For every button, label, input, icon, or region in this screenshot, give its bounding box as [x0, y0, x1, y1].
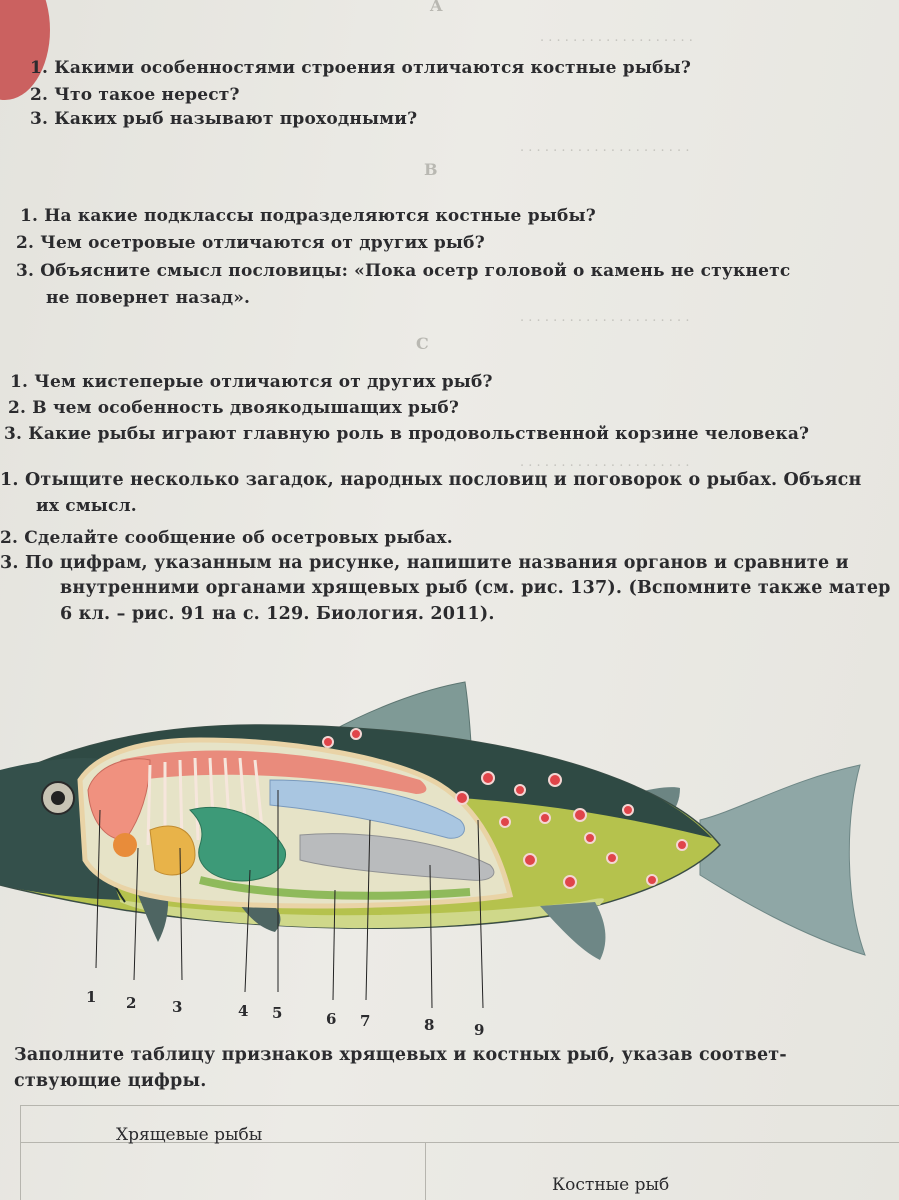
show-through-text: . . . . . . . . . . . . . . . . . . . [540, 30, 693, 45]
task-1-line1: 1. Отыщите несколько загадок, народных пословиц и поговорок о рыбах. Объясн [0, 470, 862, 490]
question-a2: 2. Что такое нерест? [30, 85, 240, 105]
question-b3-line2: не повернет назад». [46, 288, 251, 308]
question-c2: 2. В чем особенность двоякодышащих рыб? [8, 398, 460, 418]
task-2: 2. Сделайте сообщение об осетровых рыбах. [0, 528, 453, 548]
figure-label-8: 8 [424, 1016, 435, 1034]
table-header-cartilaginous: Хрящевые рыбы [116, 1125, 263, 1145]
pupil [51, 791, 65, 805]
question-b2: 2. Чем осетровые отличаются от других рыб? [16, 233, 485, 253]
section-letter-b: B [424, 160, 438, 179]
task-3-line2: внутренними органами хрящевых рыб (см. рис. 137). (Вспомните также матер [60, 578, 891, 598]
table-column-divider [425, 1142, 426, 1200]
figure-label-7: 7 [360, 1012, 371, 1030]
fish-anatomy-svg [0, 670, 899, 1030]
question-c3: 3. Какие рыбы играют главную роль в продовольственной корзине человека? [4, 424, 810, 444]
section-letter-c: C [416, 334, 429, 353]
task-3-line1: 3. По цифрам, указанным на рисунке, напишите названия органов и сравните и [0, 553, 849, 573]
table-task-line1: Заполните таблицу признаков хрящевых и костных рыб, указав соответ- [14, 1045, 787, 1065]
heart [113, 833, 137, 857]
question-c1: 1. Чем кистеперые отличаются от других рыб? [10, 372, 493, 392]
table-header-bony: Костные рыб [552, 1175, 670, 1195]
figure-label-4: 4 [238, 1002, 249, 1020]
show-through-text: . . . . . . . . . . . . . . . . . . . . . [520, 455, 690, 470]
tail-fin [700, 765, 865, 955]
anal-fin [540, 902, 605, 960]
figure-label-9: 9 [474, 1021, 485, 1039]
show-through-text: . . . . . . . . . . . . . . . . . . . . . [520, 310, 690, 325]
question-a3: 3. Каких рыб называют проходными? [30, 109, 418, 129]
question-b3-line1: 3. Объясните смысл пословицы: «Пока осетр головой о камень не стукнетс [16, 261, 791, 281]
figure-label-5: 5 [272, 1004, 283, 1022]
question-a1: 1. Какими особенностями строения отличаются костные рыбы? [30, 58, 692, 78]
fish-anatomy-figure [0, 670, 899, 1039]
comparison-table [20, 1105, 899, 1200]
figure-label-3: 3 [172, 998, 183, 1016]
task-1-line2: их смысл. [36, 496, 137, 516]
figure-label-2: 2 [126, 994, 137, 1012]
task-3-line3: 6 кл. – рис. 91 на с. 129. Биология. 2011). [60, 604, 495, 624]
show-through-text: . . . . . . . . . . . . . . . . . . . . . [520, 140, 690, 155]
figure-label-1: 1 [86, 988, 97, 1006]
section-letter-a: A [430, 0, 443, 15]
figure-label-6: 6 [326, 1010, 337, 1028]
question-b1: 1. На какие подклассы подразделяются костные рыбы? [20, 206, 596, 226]
table-task-line2: ствующие цифры. [14, 1071, 207, 1091]
